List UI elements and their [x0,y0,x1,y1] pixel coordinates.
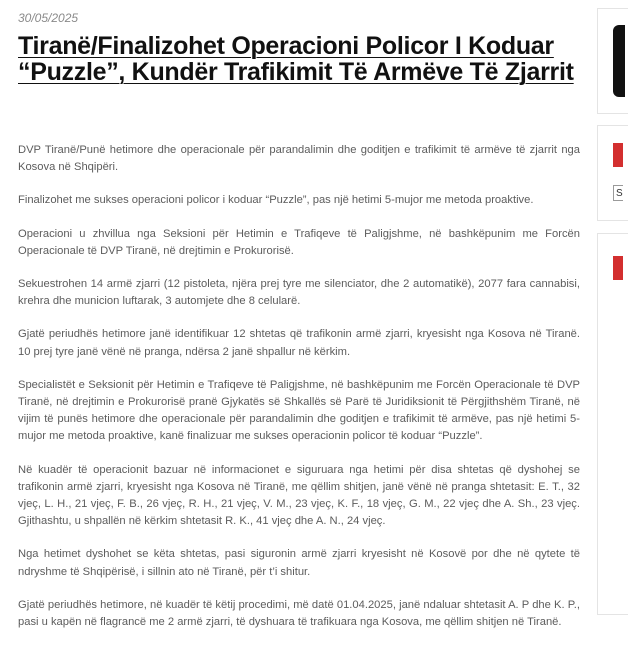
article-date: 30/05/2025 [18,11,79,25]
sidebar-promo-block[interactable] [613,25,625,97]
article-title[interactable]: Tiranë/Finalizohet Operacioni Policor I Koduar “Puzzle”, Kundër Trafikimit Të Armëve Të Zjarrit [18,32,574,86]
sidebar-widget-list [597,233,628,615]
article-paragraph: Nga hetimet dyshohet se këta shtetas, pasi siguronin armë zjarri kryesisht në Kosovë por dhe në qytete të ndryshme të Shqipërisë, i sillnin ato në Tiranë, për t’i shitur. [18,548,580,578]
article-paragraph: Në kuadër të operacionit bazuar në informacionet e siguruara nga hetimi për disa shtetas që dyshohej se trafikonin armë zjarri, kryesisht nga Kosova në Tiranë, me qëllim shitjen, janë vënë në pranga shtetasit: E. T., 32 vjeç, L. H., 21 vjeç, F. B., 26 vjeç, R. H., 21 vjeç, V. M., 23 vjeç, K. F., 18 vjeç, G. M., 22 vjeç dhe A. Sh., 23 vjeç. Gjithashtu, u shpallën në kërkim shtetasit R. K., 41 vjeç dhe A. N., 24 vjeç. [18,463,580,528]
sidebar-widget-header-bar [613,143,623,167]
article-paragraph: Sekuestrohen 14 armë zjarri (12 pistoleta, njëra prej tyre me silenciator, dhe 2 automatikë), 2077 fara cannabisi, krehra dhe municion luftarak, 3 automjete dhe 8 celularë. [18,278,580,308]
article-paragraph: DVP Tiranë/Punë hetimore dhe operacionale për parandalimin dhe goditjen e trafikimit të armëve të zjarrit nga Kosova në Shqipëri. [18,144,580,174]
article-paragraph: Finalizohet me sukses operacioni policor i koduar “Puzzle”, pas një hetimi 5-mujor me metoda proaktive. [18,194,534,207]
article-paragraph: Gjatë periudhës hetimore, në kuadër të këtij procedimi, më datë 01.04.2025, janë ndaluar shtetasit A. P dhe K. P., pasi u kapën në flagrancë me 2 armë zjarri, të dyshuara të trafikuara nga Kosova, me qëllim shitjen në Tiranë. [18,598,580,629]
sidebar-search-input[interactable]: S [613,185,623,201]
sidebar-widget-search [597,125,628,221]
article-paragraph: Operacioni u zhvillua nga Seksioni për Hetimin e Trafiqeve të Paligjshme, në bashkëpunim me Forcën Operacionale të DVP Tiranë, në drejtimin e Prokurorisë. [18,227,580,257]
article-paragraph: Specialistët e Seksionit për Hetimin e Trafiqeve të Paligjshme, në bashkëpunim me Forcën Operacionale të DVP Tiranë, në drejtimin e Prokurorisë pranë Gjykatës së Shkallës së Parë të Juridiksionit të Përgjithshëm Tiranë, në vijim të punës hetimore dhe operacionale për parandalimin dhe goditjen e trafikimit të armëve, pas një hetimi 5-mujor me metoda proaktive, kanë finalizuar me sukses operacionin policor të koduar “Puzzle”. [18,378,580,443]
article-body [18,142,580,647]
sidebar-widget-header-bar [613,256,623,280]
article-paragraph: Gjatë periudhës hetimore janë identifikuar 12 shtetas që trafikonin armë zjarri, kryesisht nga Kosova në Tiranë. 10 prej tyre janë vënë në pranga, ndërsa 2 janë shpallur në kërkim. [18,328,580,358]
